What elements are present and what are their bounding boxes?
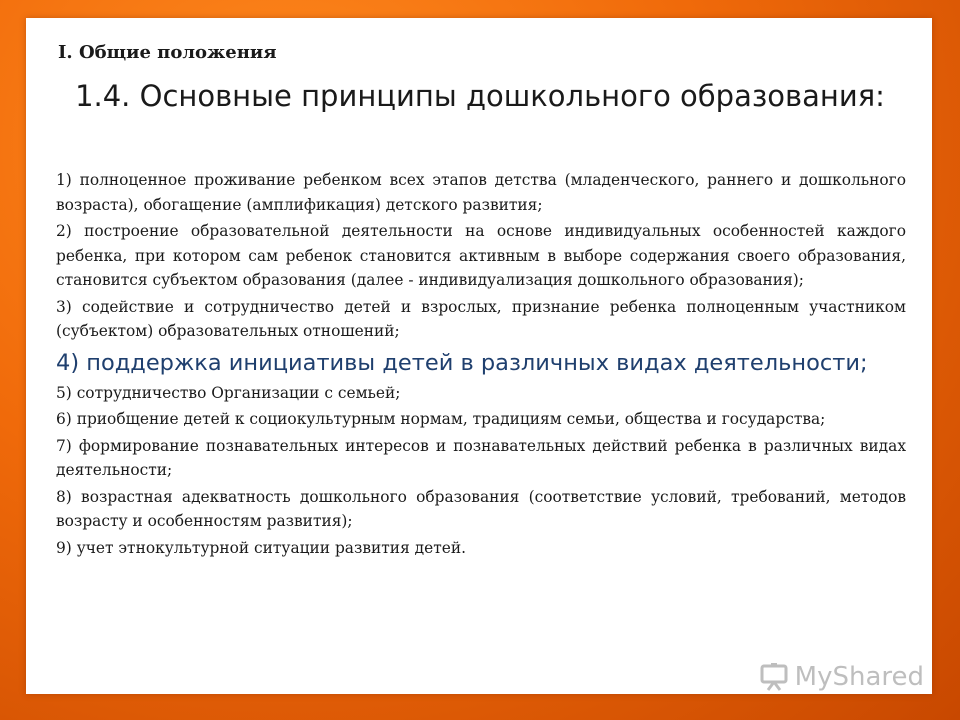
watermark-text: MyShared [794, 662, 924, 692]
principle-item-3: 3) содействие и сотрудничество детей и взрослых, признание ребенка полноценным участником (субъектом) образовательных отношений; [56, 297, 906, 340]
principle-item-2: 2) построение образовательной деятельности на основе индивидуальных особенностей каждого ребенка, при котором сам ребенок становится активным в выборе содержания своего образования, становится субъектом образования (далее - индивидуализация дошкольного образования); [56, 222, 906, 289]
principle-item-6: 6) приобщение детей к социокультурным нормам, традициям семьи, общества и государства; [56, 410, 826, 428]
watermark [759, 662, 924, 692]
principle-item-5: 5) сотрудничество Организации с семьей; [56, 383, 401, 402]
principle-item-9: 9) учет этнокультурной ситуации развития детей. [56, 538, 467, 557]
principle-item-1: 1) полноценное проживание ребенком всех этапов детства (младенческого, раннего и дошкольного возраста), обогащение (амплификация) детского развития; [56, 171, 906, 214]
principles-list [56, 168, 906, 562]
principle-item-7: 7) формирование познавательных интересов и познавательных действий ребенка в различных видах деятельности; [56, 436, 906, 479]
slide-title: 1.4. Основные принципы дошкольного образования: [75, 79, 885, 113]
presentation-board-icon [759, 662, 789, 692]
principle-item-4-highlighted: 4) поддержка инициативы детей в различных видах деятельности; [56, 349, 868, 376]
section-label: I. Общие положения [58, 42, 277, 63]
principle-item-8: 8) возрастная адекватность дошкольного образования (соответствие условий, требований, методов возрасту и особенностям развития); [56, 487, 906, 530]
